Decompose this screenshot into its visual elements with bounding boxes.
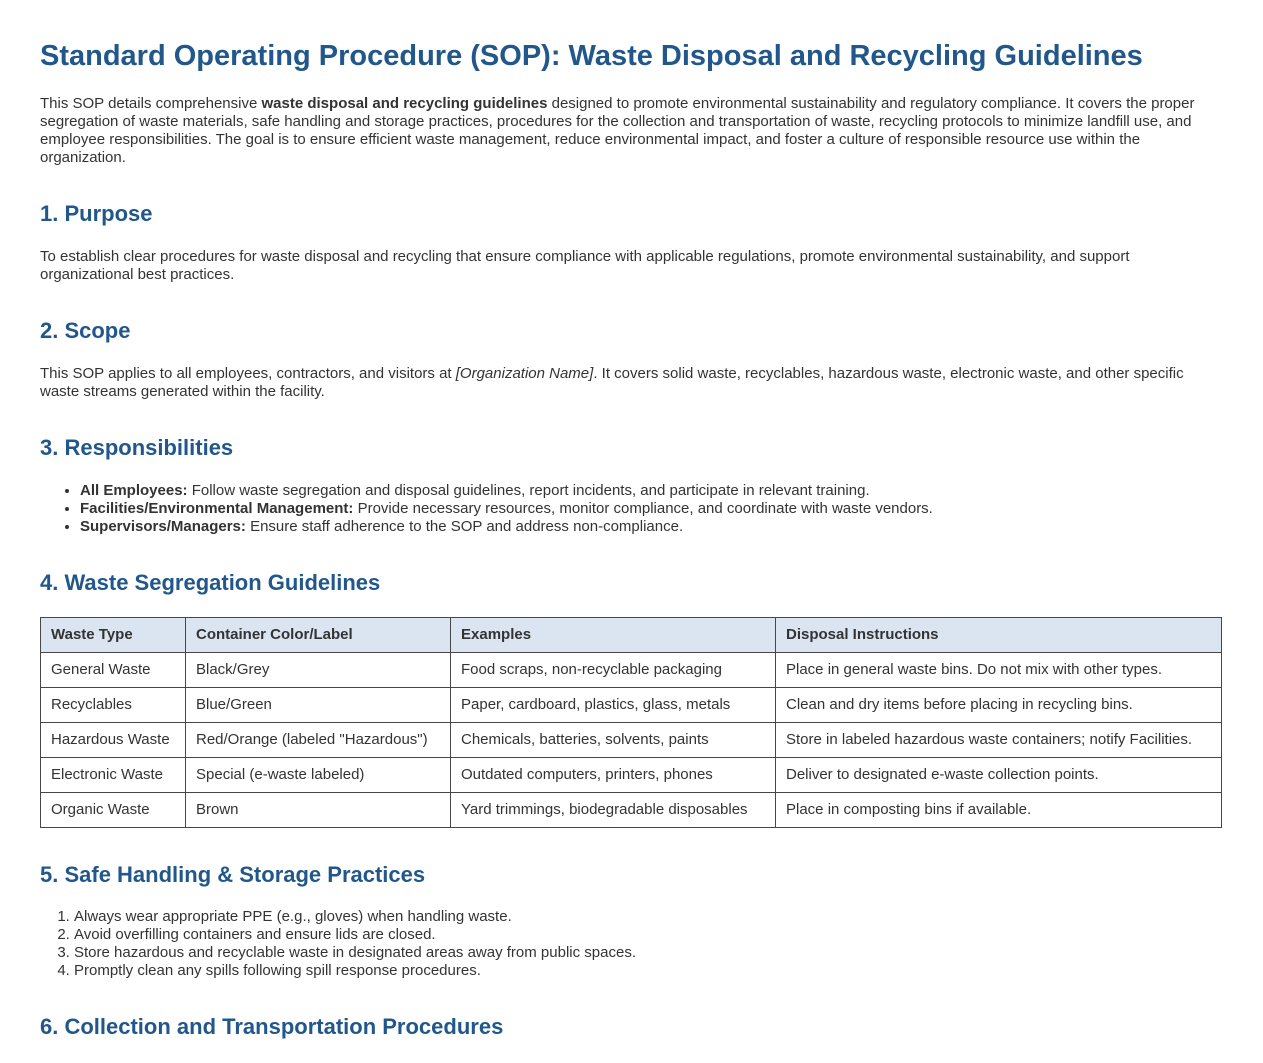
table-header-row — [41, 617, 1222, 652]
scope-body — [40, 365, 1221, 401]
table-cell: Store in labeled hazardous waste containers; notify Facilities. — [776, 722, 1222, 757]
organization-name-placeholder: [Organization Name] — [455, 364, 594, 382]
safe-handling-step: 1. Always wear appropriate PPE (e.g., gloves) when handling waste. — [74, 908, 1221, 926]
table-cell: Place in general waste bins. Do not mix with other types. — [776, 652, 1222, 687]
waste-segregation-table — [40, 617, 1222, 828]
table-cell: General Waste — [41, 652, 186, 687]
responsibility-item — [80, 500, 1221, 518]
table-cell: Recyclables — [41, 687, 186, 722]
column-header-disposal: Disposal Instructions — [776, 617, 1222, 652]
intro-bold-phrase: waste disposal and recycling guidelines — [261, 94, 548, 112]
table-cell: Clean and dry items before placing in recycling bins. — [776, 687, 1222, 722]
table-row — [41, 722, 1222, 757]
table-row — [41, 757, 1222, 792]
safe-handling-list — [40, 908, 1221, 980]
section-responsibilities-heading: 3. Responsibilities — [40, 434, 234, 460]
table-cell: Brown — [186, 792, 451, 827]
section-purpose-heading: 1. Purpose — [40, 200, 153, 226]
table-cell: Paper, cardboard, plastics, glass, metals — [451, 687, 776, 722]
column-header-waste-type: Waste Type — [41, 617, 186, 652]
scope-text-post: . It covers solid waste, recyclables, hazardous waste, electronic waste, and other specific waste streams generated within the facility. — [40, 364, 1184, 400]
table-cell: Electronic Waste — [41, 757, 186, 792]
page-title: Standard Operating Procedure (SOP): Waste Disposal and Recycling Guidelines — [40, 40, 1143, 72]
section-segregation-heading: 4. Waste Segregation Guidelines — [40, 569, 381, 595]
responsibility-text: Follow waste segregation and disposal guidelines, report incidents, and participate in relevant training. — [187, 481, 870, 499]
scope-text-pre: This SOP applies to all employees, contractors, and visitors at — [40, 364, 456, 382]
table-cell: Outdated computers, printers, phones — [451, 757, 776, 792]
column-header-examples: Examples — [451, 617, 776, 652]
safe-handling-step: 2. Avoid overfilling containers and ensure lids are closed. — [74, 926, 1221, 944]
table-row — [41, 792, 1222, 827]
intro-paragraph — [40, 95, 1221, 167]
table-row — [41, 652, 1222, 687]
table-cell: Organic Waste — [41, 792, 186, 827]
intro-text-pre: This SOP details comprehensive — [40, 94, 262, 112]
column-header-container-color: Container Color/Label — [186, 617, 451, 652]
table-cell: Yard trimmings, biodegradable disposables — [451, 792, 776, 827]
table-cell: Special (e-waste labeled) — [186, 757, 451, 792]
table-cell: Blue/Green — [186, 687, 451, 722]
table-cell: Chemicals, batteries, solvents, paints — [451, 722, 776, 757]
table-cell: Place in composting bins if available. — [776, 792, 1222, 827]
table-cell: Hazardous Waste — [41, 722, 186, 757]
table-cell: Red/Orange (labeled "Hazardous") — [186, 722, 451, 757]
responsibility-text: Provide necessary resources, monitor compliance, and coordinate with waste vendors. — [353, 499, 933, 517]
intro-text-post: designed to promote environmental sustainability and regulatory compliance. It covers the proper segregation of waste materials, safe handling and storage practices, procedures for the collection and transportation of waste, recycling protocols to minimize landfill use, and employee responsibilities. The goal is to ensure efficient waste management, reduce environmental impact, and foster a culture of responsible resource use within the organization. — [40, 94, 1195, 166]
safe-handling-step: 3. Store hazardous and recyclable waste in designated areas away from public spaces. — [74, 944, 1221, 962]
responsibility-item — [80, 518, 1221, 536]
table-cell: Black/Grey — [186, 652, 451, 687]
responsibility-item — [80, 482, 1221, 500]
table-cell: Food scraps, non-recyclable packaging — [451, 652, 776, 687]
table-row — [41, 687, 1222, 722]
section-collection-heading: 6. Collection and Transportation Procedures — [40, 1014, 504, 1040]
section-scope-heading: 2. Scope — [40, 317, 131, 343]
safe-handling-step: 4. Promptly clean any spills following spill response procedures. — [74, 962, 1221, 980]
responsibility-label: Facilities/Environmental Management: — [80, 499, 354, 517]
section-safe-handling-heading: 5. Safe Handling & Storage Practices — [40, 861, 426, 887]
table-cell: Deliver to designated e-waste collection points. — [776, 757, 1222, 792]
responsibilities-list — [40, 482, 1221, 536]
responsibility-text: Ensure staff adherence to the SOP and address non-compliance. — [245, 517, 684, 535]
responsibility-label: Supervisors/Managers: — [80, 517, 246, 535]
purpose-body: To establish clear procedures for waste disposal and recycling that ensure compliance with applicable regulations, promote environmental sustainability, and support organizational best practices. — [40, 247, 1130, 283]
responsibility-label: All Employees: — [80, 481, 188, 499]
